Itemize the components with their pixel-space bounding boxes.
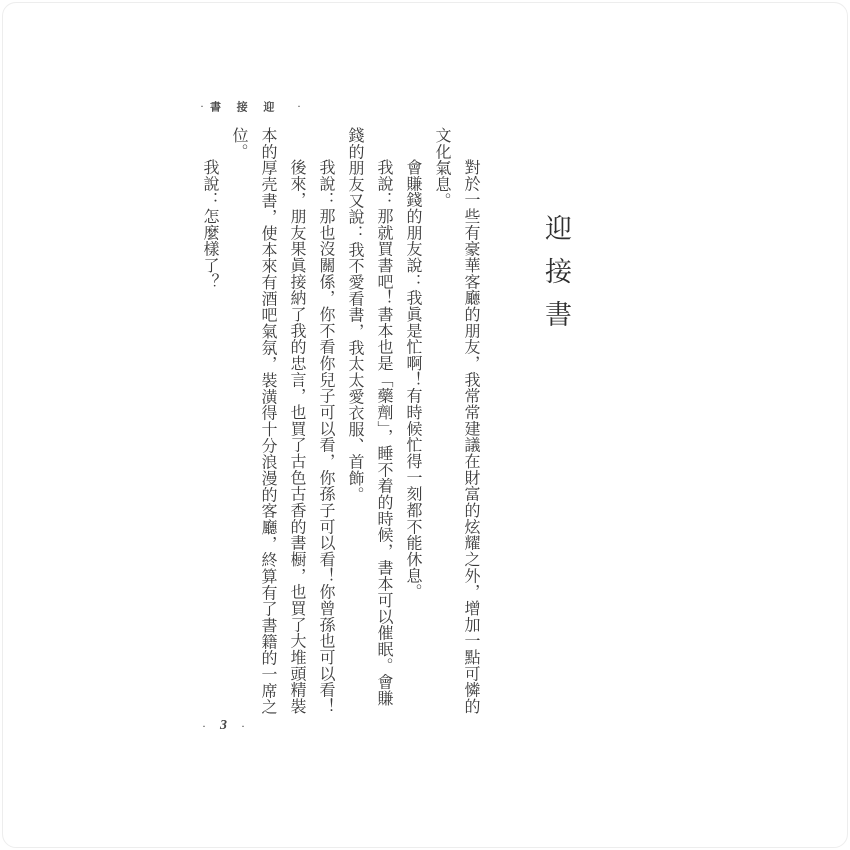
paragraph: 對於一些有豪華客廳的朋友，我常常建議在財富的炫耀之外，增加一點可憐的文化氣息。 [433,127,479,715]
page-number [202,718,245,734]
page-number-left-dot: · [202,718,206,733]
running-header-title: 書接迎 [210,100,291,114]
paragraph: 後來，朋友果眞接納了我的忠言，也買了古色古香的書橱，也買了大堆頭精裝本的厚壳書，使本來有酒吧氣氛，裝潢得十分浪漫的客廳，終算有了書籍的一席之位。 [230,127,305,715]
paragraph: 我說：怎麼樣了？ [201,159,218,290]
paragraph: 我說：那也沒關係，你不看你兒子可以看，你孫子可以看！你曾孫也可以看！ [317,159,334,715]
header-left-dot: · [200,99,204,113]
running-header [200,98,300,115]
paragraph: 會賺錢的朋友說：我眞是忙啊！有時候忙得一刻都不能休息。 [404,159,421,600]
page-number-value: 3 [220,718,227,733]
body-text-block [191,127,485,716]
chapter-title: 迎接書 [541,214,571,343]
page-number-right-dot: · [241,718,245,733]
paragraph: 我說：那就買書吧！書本也是「藥劑」，睡不着的時候，書本可以催眠。會賺錢的朋友又說：我不愛看書，我太太愛衣服、首飾。 [346,127,392,707]
header-right-dot: · [297,99,302,113]
